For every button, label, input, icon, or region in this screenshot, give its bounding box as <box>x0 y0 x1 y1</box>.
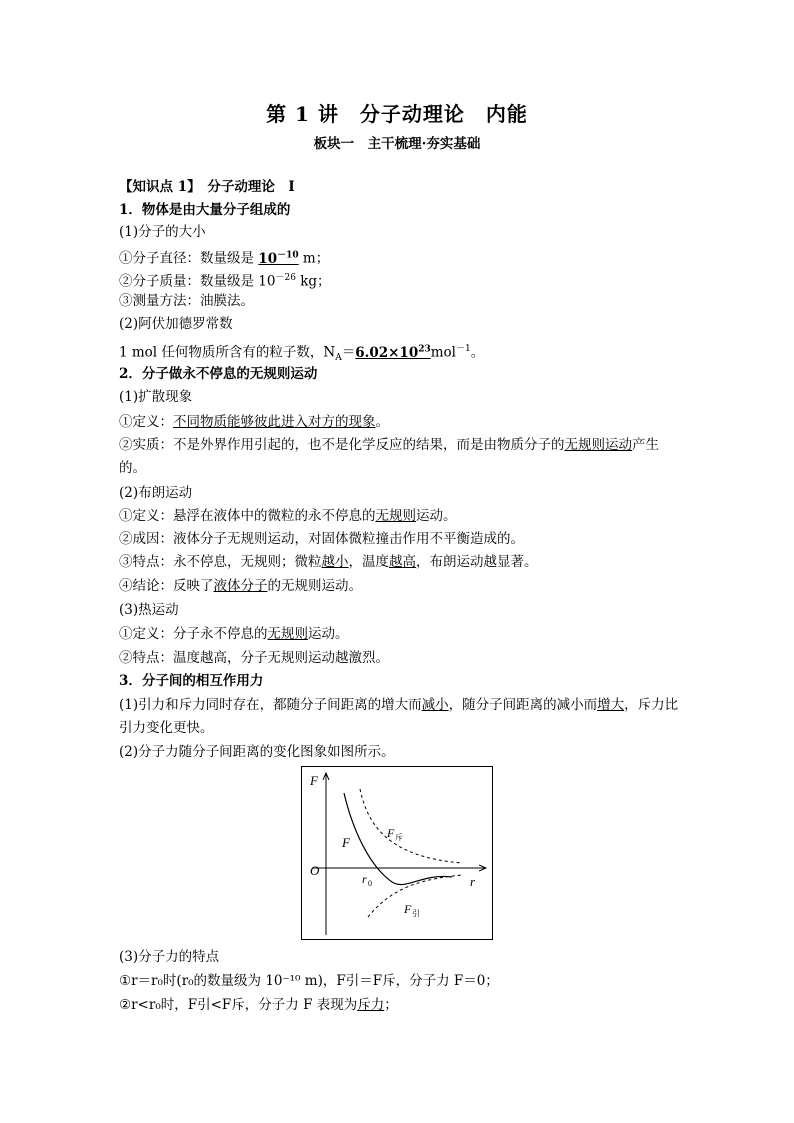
force-distance-graph <box>302 767 492 939</box>
repulsive-force-curve <box>360 789 462 863</box>
subsection-1-2: (2)阿伏加德罗常数 <box>119 316 233 332</box>
text: 1 mol 任何物质所含有的粒子数，N <box>119 344 336 361</box>
text: 运动。 <box>416 508 457 524</box>
net-force-label: F <box>342 835 350 850</box>
brownian-conclusion <box>119 576 679 596</box>
text: A <box>335 353 342 364</box>
underlined-answer: 无规则 <box>267 626 308 642</box>
text: ，随分子间距离的减小而 <box>448 697 598 713</box>
brownian-features <box>119 552 679 572</box>
diffusion-definition <box>119 412 679 432</box>
underlined-answer: 减小 <box>421 697 449 713</box>
force-description <box>119 694 679 740</box>
text: ①定义：悬浮在液体中的微粒的永不停息的 <box>119 508 376 524</box>
brownian-definition <box>119 506 679 526</box>
text: ； <box>384 997 398 1013</box>
underlined-answer <box>258 251 298 267</box>
measurement-method-line: ③测量方法：油膜法。 <box>119 293 254 309</box>
text: ①定义： <box>119 414 173 430</box>
page-title: 第 1 讲 分子动理论 内能 <box>266 102 528 126</box>
underlined-answer: 越小 <box>321 554 349 570</box>
r0-label: r <box>362 872 367 886</box>
text: ②分子质量：数量级是 10 <box>119 273 276 290</box>
underlined-answer: 无规则运动 <box>564 437 632 453</box>
text: ②r<r₀时，F引<F斥，分子力 F 表现为 <box>119 997 358 1013</box>
text: 10 <box>258 250 278 267</box>
r0-subscript: 0 <box>368 879 372 888</box>
text: (1)引力和斥力同时存在，都随分子间距离的增大而 <box>119 697 422 713</box>
text: 的无规则运动。 <box>267 578 362 594</box>
page-subtitle: 板块一 主干梳理·夯实基础 <box>313 136 481 152</box>
brownian-cause: ②成因：液体分子无规则运动，对固体微粒撞击作用不平衡造成的。 <box>119 531 524 547</box>
attraction-label: F <box>404 902 412 916</box>
x-axis-label: r <box>470 874 476 889</box>
subsection-1-1: (1)分子的大小 <box>119 224 206 240</box>
thermal-motion-definition <box>119 624 679 644</box>
text: ①分子直径：数量级是 <box>119 250 259 267</box>
underlined-answer: 不同物质能够彼此进入对方的现象 <box>173 414 376 430</box>
molecule-diameter-line <box>119 245 679 269</box>
text: 6.02×10 <box>355 344 419 361</box>
underlined-answer: 增大 <box>597 697 625 713</box>
equilibrium-line: ①r＝r₀时(r₀的数量级为 10⁻¹⁰ m)，F引＝F斥，分子力 F＝0； <box>119 973 499 989</box>
subsection-3-3: (3)分子力的特点 <box>119 949 220 965</box>
underlined-answer: 越高 <box>389 554 416 570</box>
thermal-motion-feature: ②特点：温度越高，分子无规则运动越激烈。 <box>119 650 389 666</box>
section-2-title: 2．分子做永不停息的无规则运动 <box>119 366 318 382</box>
text: ②实质：不是外界作用引起的，也不是化学反应的结果，而是由物质分子的 <box>119 437 565 453</box>
text: m； <box>298 250 330 267</box>
molecular-force-figure <box>301 766 493 940</box>
subsection-2-2: (2)布朗运动 <box>119 485 193 501</box>
underlined-answer: 液体分子 <box>213 578 268 594</box>
text: ，温度 <box>348 554 389 570</box>
molecule-mass-line <box>119 268 679 292</box>
section-1-title: 1．物体是由大量分子组成的 <box>119 202 291 218</box>
force-graph-caption: (2)分子力随分子间距离的变化图象如图所示。 <box>119 744 395 760</box>
attraction-subscript: 引 <box>412 909 420 918</box>
text: 产生的。 <box>119 437 659 476</box>
text: kg； <box>295 273 331 290</box>
text: ，斥力比引力变化更快。 <box>119 697 679 736</box>
repulsion-subscript: 斥 <box>395 833 403 842</box>
underlined-answer <box>355 345 431 361</box>
text: 。 <box>375 414 389 430</box>
text: ，布朗运动越显著。 <box>416 554 538 570</box>
text: －10 <box>277 250 299 260</box>
repulsion-label: F <box>387 826 395 840</box>
text: 运动。 <box>308 626 349 642</box>
text: mol <box>430 344 456 361</box>
repulsion-line <box>119 995 679 1015</box>
section-3-title: 3．分子间的相互作用力 <box>119 673 264 689</box>
text: ④结论：反映了 <box>119 578 214 594</box>
subsection-2-3: (3)热运动 <box>119 602 179 618</box>
text: －1 <box>456 344 471 354</box>
text: 。 <box>470 344 485 361</box>
knowledge-point-heading: 【知识点 1】 分子动理论 Ⅰ <box>119 179 295 195</box>
text: 23 <box>418 344 431 354</box>
underlined-answer: 无规则 <box>375 508 416 524</box>
y-axis-label: F <box>310 773 318 788</box>
text: ③特点：永不停息，无规则；微粒 <box>119 554 322 570</box>
diffusion-essence <box>119 434 679 480</box>
text: ①定义：分子永不停息的 <box>119 626 268 642</box>
subsection-2-1: (1)扩散现象 <box>119 389 193 405</box>
text: ＝ <box>341 344 356 361</box>
underlined-answer: 斥力 <box>357 997 385 1013</box>
origin-label: O <box>310 863 320 878</box>
text: －26 <box>275 273 296 283</box>
